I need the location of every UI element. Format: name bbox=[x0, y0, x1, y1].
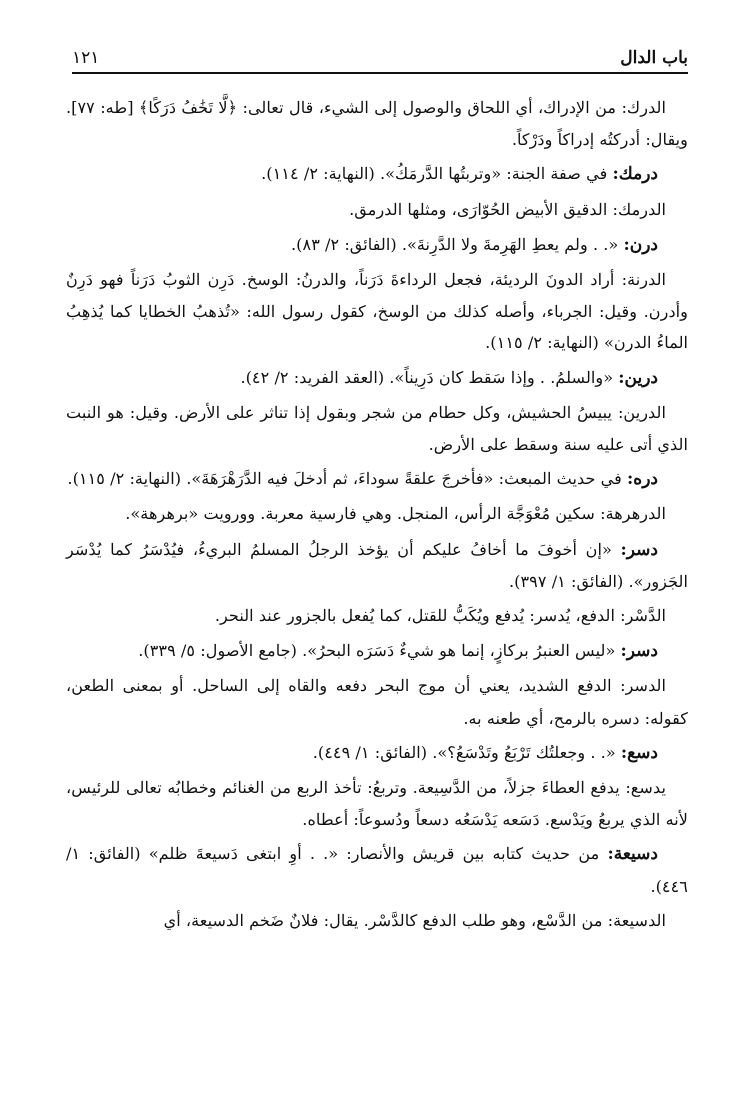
entry-keyword: دسر: bbox=[620, 641, 658, 662]
entry-paragraph bbox=[66, 838, 688, 901]
entry-text: من حديث كتابه بين قريش والأنصار: «. . أوِ ابتغى دَسيعةَ ظلم» (الفائق: ١/ ٤٤٦). bbox=[66, 844, 688, 896]
entry-keyword: دسع: bbox=[620, 742, 658, 763]
entry-keyword: درن: bbox=[623, 234, 658, 255]
entry-paragraph bbox=[66, 463, 688, 495]
entry-paragraph bbox=[66, 498, 688, 530]
entry-text: «والسلمُ. . وإذا سَقط كان دَرِيناً». (العقد الفريد: ٢/ ٤٢). bbox=[240, 367, 614, 387]
entry-paragraph bbox=[66, 600, 688, 632]
entry-keyword: دسر: bbox=[620, 539, 658, 560]
entry-paragraph bbox=[66, 194, 688, 226]
entry-paragraph bbox=[66, 534, 688, 597]
entry-keyword: درين: bbox=[618, 367, 658, 388]
entry-text: «. . ولم يعطِ الهَرِمةَ ولا الدَّرِنةَ». (الفائق: ٢/ ٨٣). bbox=[291, 234, 619, 254]
entry-paragraph bbox=[66, 229, 688, 261]
entry-text: الدرين: يبيسُ الحشيش، وكل حطام من شجر وبقول إذا تناثر على الأرض. وقيل: هو النبت الذي أتى عليه سنة وسقط على الأرض. bbox=[66, 402, 688, 455]
entry-text: يدسع: يدفع العطاءَ جزلاً، من الدَّسِيعة. وتربعُ: تأخذ الربع من الغنائم وخطابُه تعالى للرئيس، لأنه الذي يربعُ ويَدْسع. دَسَعه يَدْسَعُه دسعاً ودُسوعاً: أعطاه. bbox=[66, 778, 688, 830]
entry-paragraph bbox=[66, 158, 688, 190]
entry-text: الدرمك: الدقيق الأبيض الحُوّارَى، ومثلها الدرمق. bbox=[349, 199, 666, 219]
entry-text: في حديث المبعث: «فأخرجَ علقةً سوداءَ، ثم أدخلَ فيه الدَّرَهْرَهَةَ». (النهاية: ٢/ ١١٥). bbox=[67, 469, 622, 489]
entry-paragraph bbox=[66, 92, 688, 155]
entry-paragraph bbox=[66, 397, 688, 460]
chapter-title: باب الدال bbox=[620, 48, 688, 68]
entry-text: الدرك: من الإدراك، أي اللحاق والوصول إلى الشيء، قال تعالى: ﴿لَّا تَخَٰفُ دَرَكًا﴾ [طه: ٧٧]. ويقال: أدركتُه إدراكاً ودَرْكاً. bbox=[66, 98, 688, 150]
entry-paragraph bbox=[66, 737, 688, 769]
entry-paragraph bbox=[66, 635, 688, 667]
entry-keyword: دسيعة: bbox=[607, 844, 658, 865]
entry-paragraph bbox=[66, 905, 688, 937]
entry-paragraph bbox=[66, 772, 688, 835]
entry-text: في صفة الجنة: «وتربتُها الدَّرمَكُ». (النهاية: ٢/ ١١٤). bbox=[261, 164, 608, 184]
entry-text: الدرهرهة: سكين مُعْوَجَّة الرأس، المنجل. وهي فارسية معربة. وورويت «برهرهة». bbox=[125, 504, 666, 524]
page-body bbox=[66, 92, 688, 940]
entry-text: «ليس العنبرُ بركازٍ، إنما هو شيءٌ دَسَرَه البحرُ». (جامع الأصول: ٥/ ٣٣٩). bbox=[138, 641, 616, 661]
entry-paragraph bbox=[66, 670, 688, 733]
page-number: ١٢١ bbox=[72, 48, 100, 68]
entry-text: الدرنة: أراد الدونَ الرديئة، فجعل الرداءةَ دَرَناً، والدرنُ: الوسخ. دَرِن الثوبُ دَرَناً فهو دَرِنٌ وأدرن. وقيل: الجرباء، وأصله كذلك من الوسخ، كقول رسول الله: «تُذهبُ الخطايا كما يُذهِبُ الماءُ الدرن» (النهاية: ٢/ ١١٥). bbox=[66, 270, 688, 353]
entry-text: الدسيعة: من الدَّسْع، وهو طلب الدفع كالدَّسْر. يقال: فلانٌ ضَخم الدسيعة، أي bbox=[163, 910, 666, 930]
entry-keyword: درمك: bbox=[612, 164, 658, 185]
entry-text: «إن أخوفَ ما أخافُ عليكم أن يؤخذ الرجلُ المسلمُ البريءُ، فيُدْسَرُ كما يُدْسَر الجَزور». (الفائق: ١/ ٣٩٧). bbox=[66, 539, 688, 591]
entry-text: «. . وجعلتُك تَرْبَعُ وتَدْسَعُ؟». (الفائق: ١/ ٤٤٩). bbox=[312, 742, 616, 762]
entry-paragraph bbox=[66, 264, 688, 359]
entry-paragraph bbox=[66, 362, 688, 394]
running-header bbox=[72, 48, 688, 74]
entry-text: الدسر: الدفع الشديد، يعني أن موج البحر دفعه والقاه إلى الساحل. أو بمعنى الطعن، كقوله: دسره بالرمح، أي طعنه به. bbox=[66, 676, 688, 728]
entry-text: الدَّسْر: الدفع، يُدسر: يُدفع ويُكَبُّ للقتل، كما يُفعل بالجزور عند النحر. bbox=[214, 606, 666, 626]
entry-keyword: دره: bbox=[627, 469, 658, 490]
